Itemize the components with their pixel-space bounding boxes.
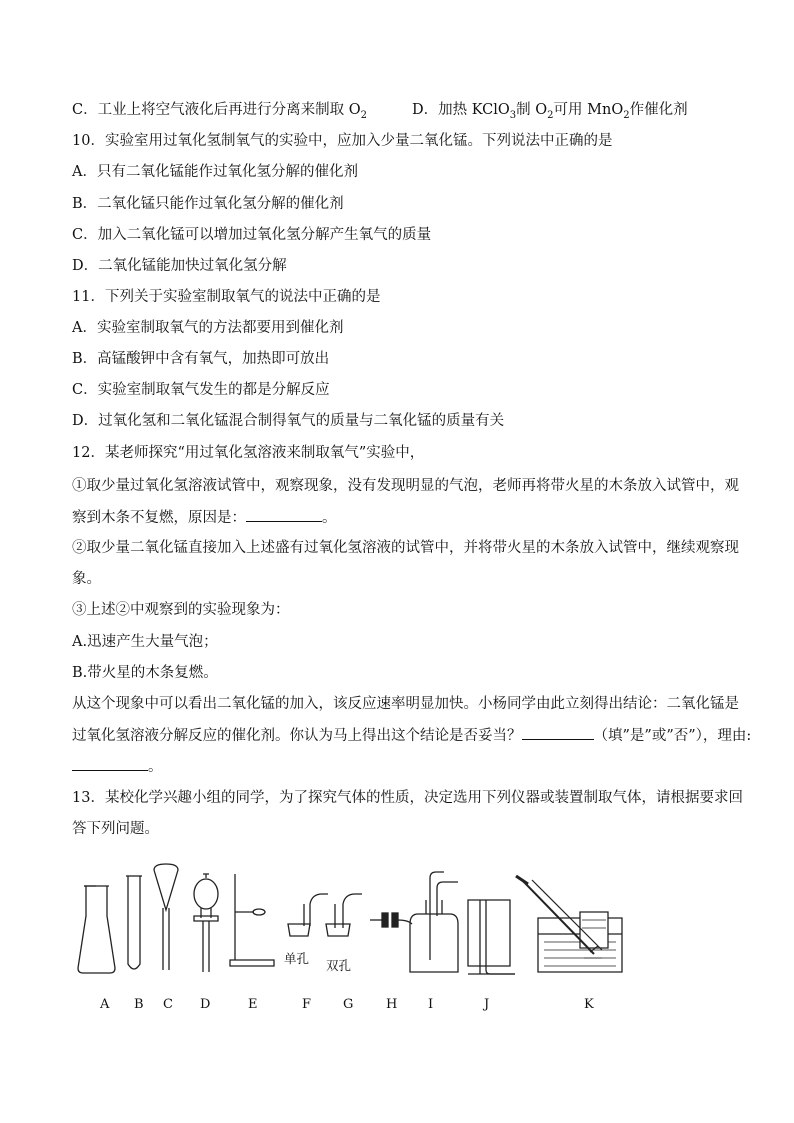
- q12-conclusion-line3: 。: [72, 756, 732, 777]
- q12-observation-b: B.带火星的木条复燃。: [72, 665, 218, 681]
- answer-blank-reason[interactable]: [246, 507, 322, 522]
- water-trough-collection-icon: [516, 876, 622, 972]
- q12-conclusion-line2: 过氧化氢溶液分解反应的催化剂。你认为马上得出这个结论是否妥当？ （填”是”或”否”），理由:: [72, 725, 732, 746]
- double-hole-stopper-icon: [326, 894, 362, 936]
- q10-option-c: C．加入二氧化锰可以增加过氧化氢分解产生氧气的质量: [72, 227, 432, 243]
- q11-option-a: A．实验室制取氧气的方法都要用到催化剂: [72, 320, 344, 336]
- q11-option-b: B．高锰酸钾中含有氧气，加热即可放出: [72, 351, 330, 367]
- rubber-tube-connector-icon: [370, 913, 412, 927]
- answer-blank-reason-2[interactable]: [72, 756, 148, 771]
- q10-option-d: D．二氧化锰能加快过氧化氢分解: [72, 258, 287, 274]
- q13-stem-line1: 13．某校化学兴趣小组的同学，为了探究气体的性质，决定选用下列仪器或装置制取气体，请根据要求回: [72, 790, 743, 806]
- label-g: G: [343, 997, 354, 1012]
- label-a: A: [100, 997, 110, 1012]
- q11-stem: 11．下列关于实验室制取氧气的说法中正确的是: [72, 289, 381, 305]
- stopper-single-label: 单孔: [284, 951, 310, 966]
- single-hole-stopper-icon: [288, 894, 328, 936]
- conical-flask-icon: [78, 886, 115, 973]
- q12-step1-line2: 察到木条不复燃，原因是： 。: [72, 507, 732, 528]
- q10-option-a: A．只有二氧化锰能作过氧化氢分解的催化剂: [72, 164, 358, 180]
- label-k: K: [584, 997, 594, 1012]
- q9-option-row: [72, 100, 732, 126]
- q11-option-d: D．过氧化氢和二氧化锰混合制得氧气的质量与二氧化锰的质量有关: [72, 413, 505, 429]
- q10-stem: 10．实验室用过氧化氢制氧气的实验中，应加入少量二氧化锰。下列说法中正确的是: [72, 133, 613, 149]
- q12-step1-line1: ①取少量过氧化氢溶液试管中，观察现象，没有发现明显的气泡，老师再将带火星的木条放入试管中，观: [72, 478, 739, 494]
- separatory-funnel-icon: [194, 874, 218, 972]
- q12-stem: 12．某老师探究“用过氧化氢溶液来制取氧气”实验中，: [72, 445, 425, 461]
- q12-conclusion-line1: 从这个现象中可以看出二氧化锰的加入，该反应速率明显加快。小杨同学由此立刻得出结论：二氧化锰是: [72, 696, 739, 712]
- q11-option-c: C．实验室制取氧气发生的都是分解反应: [72, 382, 330, 398]
- stopper-double-label: 双孔: [326, 958, 352, 973]
- label-c: C: [163, 997, 173, 1012]
- q12-step3: ③上述②中观察到的实验现象为：: [72, 602, 290, 618]
- label-d: D: [200, 997, 211, 1012]
- label-h: H: [386, 997, 398, 1012]
- label-b: B: [134, 997, 144, 1012]
- q12-step2-line1: ②取少量二氧化锰直接加入上述盛有过氧化氢溶液的试管中，并将带火星的木条放入试管中，继续观察现: [72, 540, 739, 556]
- gas-washing-bottle-icon: [410, 872, 458, 972]
- q13-stem-line2: 答下列问题。: [72, 821, 159, 837]
- q10-option-b: B．二氧化锰只能作过氧化氢分解的催化剂: [72, 196, 344, 212]
- lab-apparatus-figure: [70, 860, 690, 1020]
- upward-air-collection-icon: [468, 900, 515, 974]
- label-i: I: [428, 997, 434, 1012]
- q12-step2-line2: 象。: [72, 571, 101, 587]
- test-tube-icon: [126, 876, 142, 969]
- label-e: E: [248, 997, 258, 1012]
- q9-option-d: D．加热 KClO$_3$制 $O_2$可用 MnO$_2$作催化剂: [412, 102, 688, 121]
- q9-option-c: C．工业上将空气液化后再进行分离来制取 $O_2$: [72, 102, 367, 121]
- label-j: J: [484, 997, 490, 1012]
- label-f: F: [302, 997, 312, 1012]
- q12-observation-a: A.迅速产生大量气泡；: [72, 634, 218, 650]
- answer-blank-yes-no[interactable]: [522, 725, 594, 740]
- long-neck-funnel-icon: [154, 864, 178, 970]
- iron-stand-icon: [230, 874, 274, 966]
